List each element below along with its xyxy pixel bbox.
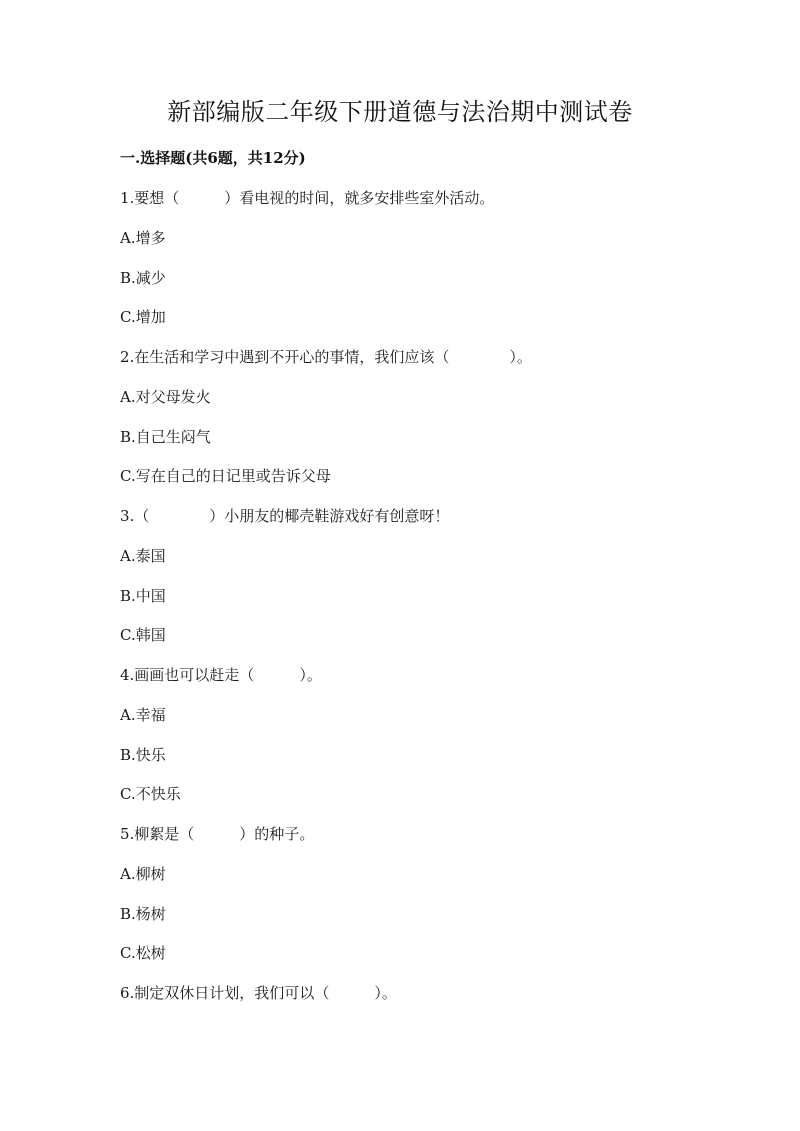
answer-option: B.快乐: [120, 746, 166, 764]
answer-option: A.柳树: [120, 865, 166, 883]
question-stem: 1.要想（ ）看电视的时间，就多安排些室外活动。: [120, 189, 495, 207]
answer-option: C.增加: [120, 308, 166, 326]
question-stem: 2.在生活和学习中遇到不开心的事情，我们应该（ ）。: [120, 348, 532, 366]
question-stem: 5.柳絮是（ ）的种子。: [120, 825, 315, 843]
question-stem: 6.制定双休日计划，我们可以（ ）。: [120, 984, 397, 1002]
answer-option: C.韩国: [120, 626, 166, 644]
answer-option: B.自己生闷气: [120, 428, 211, 446]
answer-option: B.中国: [120, 587, 166, 605]
answer-option: A.对父母发火: [120, 388, 211, 406]
answer-option: C.不快乐: [120, 785, 181, 803]
answer-option: B.减少: [120, 269, 166, 287]
section-heading: 一.选择题(共6题，共12分): [120, 149, 306, 167]
answer-option: A.幸福: [120, 706, 166, 724]
answer-option: C.松树: [120, 944, 166, 962]
answer-option: A.泰国: [120, 547, 166, 565]
answer-option: A.增多: [120, 229, 166, 247]
question-stem: 3.（ ）小朋友的椰壳鞋游戏好有创意呀！: [120, 507, 450, 525]
question-stem: 4.画画也可以赶走（ ）。: [120, 666, 322, 684]
page-title: 新部编版二年级下册道德与法治期中测试卷: [167, 98, 633, 126]
answer-option: C.写在自己的日记里或告诉父母: [120, 467, 331, 485]
answer-option: B.杨树: [120, 905, 166, 923]
